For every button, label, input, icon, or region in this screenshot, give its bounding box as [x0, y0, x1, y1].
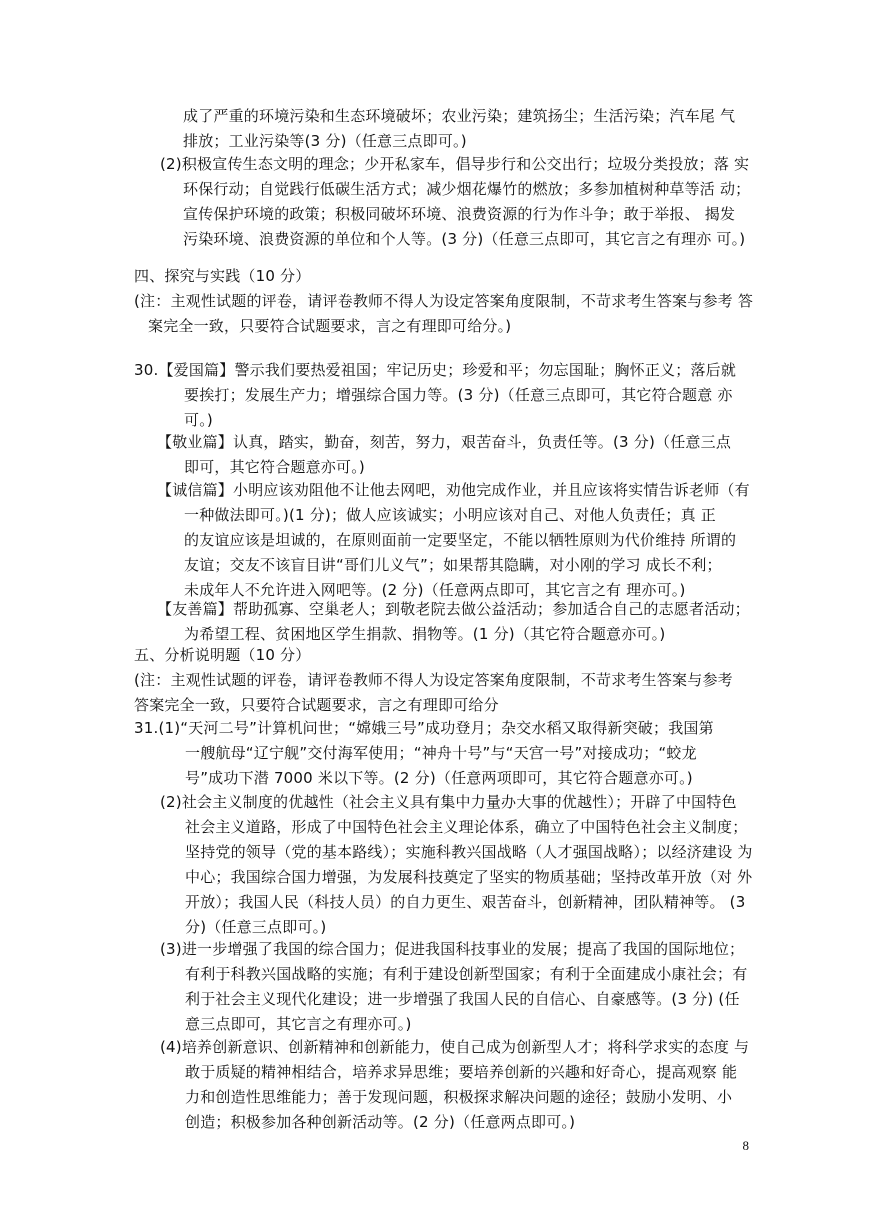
text-line: 敢于质疑的精神相结合，培养求异思维；要培养创新的兴趣和好奇心，提高观察 能: [185, 1063, 738, 1081]
answer-29-2: [160, 152, 750, 252]
text-line: (2)社会主义制度的优越性（社会主义具有集中力量办大事的优越性）；开辟了中国特色: [160, 793, 737, 811]
text-line: 力和创造性思维能力；善于发现问题，积极探求解决问题的途径；鼓励小发明、小: [185, 1088, 733, 1106]
text-line: 环保行动；自觉践行低碳生活方式；减少烟花爆竹的燃放；多参加植树种草等活 动；: [183, 180, 751, 198]
text-line: 开放）；我国人民（科技人员）的自力更生、艰苦奋斗，创新精神，团队精神等。 (3: [185, 893, 746, 911]
text-line: 中心；我国综合国力增强，为发展科技奠定了坚实的物质基础；坚持改革开放（对 外: [185, 868, 753, 886]
text-line: 即可，其它符合题意亦可。): [184, 458, 365, 476]
section-5: [134, 643, 733, 718]
section-heading: 四、探究与实践（10 分）: [134, 267, 311, 285]
text-line: 成了严重的环境污染和生态环境破坏；农业污染；建筑扬尘；生活污染；汽车尾 气: [183, 107, 736, 125]
text-line: 可。): [184, 411, 213, 429]
answer-30-integrity: [157, 478, 750, 603]
text-line: 分)（任意三点即可。): [185, 918, 327, 936]
text-line: 【友善篇】帮助孤寡、空巢老人；到敬老院去做公益活动；参加适合自己的志愿者活动；: [157, 600, 750, 618]
text-line: 号”成功下潜 7000 米以下等。(2 分)（任意两项即可，其它符合题意亦可。): [185, 769, 693, 787]
text-line: 创造；积极参加各种创新活动等。(2 分)（任意两点即可。): [185, 1113, 576, 1131]
answer-31-3: [160, 937, 747, 1037]
answer-30-dedication: [157, 430, 731, 480]
text-line: 一艘航母“辽宁舰”交付海军使用；“神舟十号”与“天宫一号”对接成功；“蛟龙: [185, 744, 697, 762]
answer-31-4: [160, 1035, 749, 1135]
text-line: 坚持党的领导（党的基本路线）；实施科教兴国战略（人才强国战略）；以经济建设 为: [185, 843, 753, 861]
text-line: 社会主义道路，形成了中国特色社会主义理论体系，确立了中国特色社会主义制度；: [185, 818, 748, 836]
grading-note-line: 案完全一致，只要符合试题要求，言之有理即可给分。): [148, 317, 512, 335]
text-line: 【诚信篇】小明应该劝阻他不让他去网吧，劝他完成作业，并且应该将实情告诉老师（有: [157, 481, 750, 499]
text-line: 有利于科教兴国战略的实施；有利于建设创新型国家；有利于全面建成小康社会；有: [185, 965, 748, 983]
text-line: (3)进一步增强了我国的综合国力；促进我国科技事业的发展；提高了我国的国际地位；: [160, 940, 745, 958]
text-line: 污染环境、浪费资源的单位和个人等。(3 分)（任意三点即可，其它言之有理亦 可。): [183, 230, 746, 248]
answer-30-friendliness: [157, 597, 750, 647]
text-line: 30.【爱国篇】警示我们要热爱祖国；牢记历史；珍爱和平；勿忘国耻；胸怀正义；落后就: [134, 361, 737, 379]
text-line: 排放；工业污染等(3 分)（任意三点即可。): [183, 132, 467, 150]
text-line: 的友谊应该是坦诚的，在原则面前一定要坚定，不能以牺牲原则为代价维持 所谓的: [184, 531, 737, 549]
text-line: (2)积极宣传生态文明的理念；少开私家车，倡导步行和公交出行；垃圾分类投放；落 实: [160, 155, 750, 173]
grading-note-line: (注：主观性试题的评卷，请评卷教师不得人为设定答案角度限制，不苛求考生答案与参考: [134, 671, 733, 689]
section-heading: 五、分析说明题（10 分）: [134, 646, 311, 664]
answer-31-2: [160, 790, 753, 940]
answer-31-1: [134, 716, 714, 791]
answer-29-1-continued: [183, 104, 735, 154]
text-line: 要挨打；发展生产力；增强综合国力等。(3 分)（任意三点即可，其它符合题意 亦: [184, 386, 733, 404]
text-line: 未成年人不允许进入网吧等。(2 分)（任意两点即可，其它言之有 理亦可。): [184, 581, 686, 599]
page-number: 8: [742, 1138, 749, 1153]
text-line: 【敬业篇】认真，踏实，勤奋，刻苦，努力，艰苦奋斗，负责任等。(3 分)（任意三点: [157, 433, 732, 451]
answer-30-patriotism: [134, 358, 736, 433]
text-line: 友谊；交友不该盲目讲“哥们儿义气”；如果帮其隐瞒，对小刚的学习 成长不利；: [184, 556, 722, 574]
grading-note-line: 答案完全一致，只要符合试题要求，言之有理即可给分: [134, 696, 499, 714]
text-line: 利于社会主义现代化建设；进一步增强了我国人民的自信心、自豪感等。(3 分) (任: [185, 990, 740, 1008]
text-line: 31.(1)“天河二号”计算机问世；“嫦娥三号”成功登月；杂交水稻又取得新突破；我国第: [134, 719, 714, 737]
text-line: 意三点即可，其它言之有理亦可。): [185, 1015, 412, 1033]
grading-note-line: (注：主观性试题的评卷，请评卷教师不得人为设定答案角度限制，不苛求考生答案与参考 答: [134, 292, 754, 310]
text-line: (4)培养创新意识、创新精神和创新能力，使自己成为创新型人才；将科学求实的态度 与: [160, 1038, 750, 1056]
section-4: [134, 264, 753, 339]
text-line: 宣传保护环境的政策；积极同破坏环境、浪费资源的行为作斗争；敢于举报、 揭发: [183, 205, 736, 223]
text-line: 一种做法即可。)(1 分)；做人应该诚实；小明应该对自己、对他人负责任；真 正: [184, 506, 716, 524]
text-line: 为希望工程、贫困地区学生捐款、捐物等。(1 分)（其它符合题意亦可。): [184, 625, 666, 643]
